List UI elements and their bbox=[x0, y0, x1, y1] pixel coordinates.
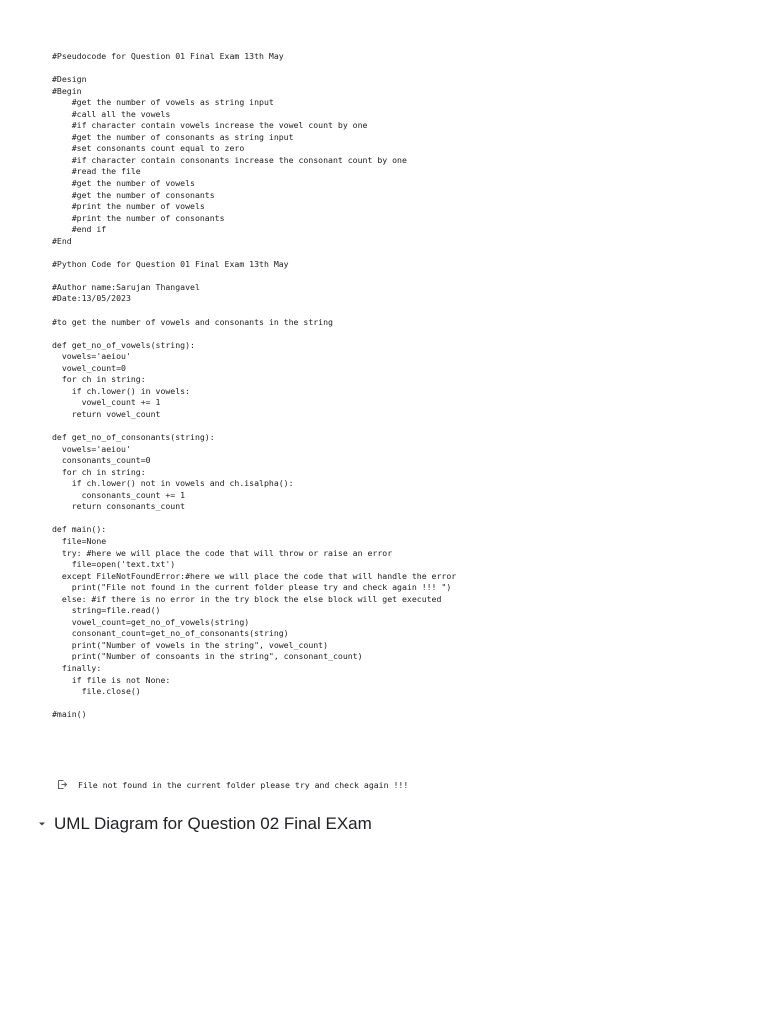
code-line: try: #here we will place the code that will throw or raise an error bbox=[52, 547, 393, 558]
code-line: else: #if there is no error in the try block the else block will get executed bbox=[52, 593, 442, 604]
code-line: if file is not None: bbox=[52, 674, 171, 685]
code-line: #Author name:Sarujan Thangavel bbox=[52, 281, 200, 292]
code-line: vowel_count += 1 bbox=[52, 397, 161, 408]
code-line: def get_no_of_consonants(string): bbox=[52, 432, 215, 443]
code-line bbox=[52, 513, 752, 525]
code-line: #get the number of vowels bbox=[52, 178, 195, 189]
code-line: return vowel_count bbox=[52, 408, 161, 419]
code-line: #get the number of vowels as string input bbox=[52, 97, 274, 108]
code-line bbox=[52, 328, 752, 340]
section-header-uml[interactable] bbox=[37, 814, 372, 834]
code-line: #main() bbox=[52, 709, 87, 720]
code-line: for ch in string: bbox=[52, 466, 146, 477]
code-line: #Pseudocode for Question 01 Final Exam 13th May bbox=[52, 51, 284, 61]
code-line bbox=[52, 270, 752, 282]
code-line: vowel_count=0 bbox=[52, 362, 126, 373]
code-line: #get the number of consonants bbox=[52, 189, 215, 200]
code-line: print("File not found in the current folder please try and check again !!! ") bbox=[52, 582, 452, 593]
code-line: return consonants_count bbox=[52, 501, 186, 512]
code-line bbox=[52, 698, 752, 710]
caret-down-icon[interactable] bbox=[37, 819, 47, 829]
code-line: except FileNotFoundError:#here we will place the code that will handle the error bbox=[52, 570, 457, 581]
code-line: vowel_count=get_no_of_vowels(string) bbox=[52, 616, 250, 627]
code-line: consonants_count=0 bbox=[52, 455, 151, 466]
output-text: File not found in the current folder please try and check again !!! bbox=[78, 779, 409, 790]
code-line: finally: bbox=[52, 662, 102, 673]
code-line: #Python Code for Question 01 Final Exam 13th May bbox=[52, 258, 289, 269]
code-line: #Date:13/05/2023 bbox=[52, 293, 131, 304]
code-line: if ch.lower() not in vowels and ch.isalpha(): bbox=[52, 478, 294, 489]
code-line: vowels='aeiou' bbox=[52, 443, 131, 454]
code-line bbox=[52, 247, 752, 259]
output-redirect-icon[interactable] bbox=[57, 779, 68, 790]
code-line: vowels='aeiou' bbox=[52, 351, 131, 362]
code-line: for ch in string: bbox=[52, 374, 146, 385]
code-line: string=file.read() bbox=[52, 605, 161, 616]
code-line: consonants_count += 1 bbox=[52, 489, 186, 500]
code-line: #if character contain vowels increase the vowel count by one bbox=[52, 120, 368, 131]
code-line: #End bbox=[52, 235, 72, 246]
code-cell[interactable] bbox=[52, 51, 752, 721]
section-title: UML Diagram for Question 02 Final EXam bbox=[54, 814, 372, 833]
code-line: #set consonants count equal to zero bbox=[52, 143, 245, 154]
code-line: #end if bbox=[52, 224, 107, 235]
cell-output bbox=[57, 779, 408, 790]
code-line: #if character contain consonants increase the consonant count by one bbox=[52, 154, 407, 165]
code-line bbox=[52, 421, 752, 433]
code-line: #Begin bbox=[52, 85, 82, 96]
code-line: #Design bbox=[52, 74, 87, 85]
code-line: print("Number of consoants in the string", consonant_count) bbox=[52, 651, 363, 662]
code-line bbox=[52, 63, 752, 75]
code-line: #call all the vowels bbox=[52, 108, 171, 119]
code-line: file.close() bbox=[52, 686, 141, 697]
code-line: #get the number of consonants as string input bbox=[52, 131, 294, 142]
code-line: file=open('text.txt') bbox=[52, 559, 176, 570]
code-line: consonant_count=get_no_of_consonants(string) bbox=[52, 628, 289, 639]
code-line: if ch.lower() in vowels: bbox=[52, 385, 191, 396]
code-line: def get_no_of_vowels(string): bbox=[52, 339, 195, 350]
code-line: #read the file bbox=[52, 166, 141, 177]
code-line: #to get the number of vowels and consonants in the string bbox=[52, 316, 333, 327]
code-line bbox=[52, 305, 752, 317]
code-line: #print the number of vowels bbox=[52, 201, 205, 212]
code-line: file=None bbox=[52, 535, 107, 546]
code-line: #print the number of consonants bbox=[52, 212, 225, 223]
code-line: def main(): bbox=[52, 524, 107, 535]
code-line: print("Number of vowels in the string", vowel_count) bbox=[52, 639, 329, 650]
